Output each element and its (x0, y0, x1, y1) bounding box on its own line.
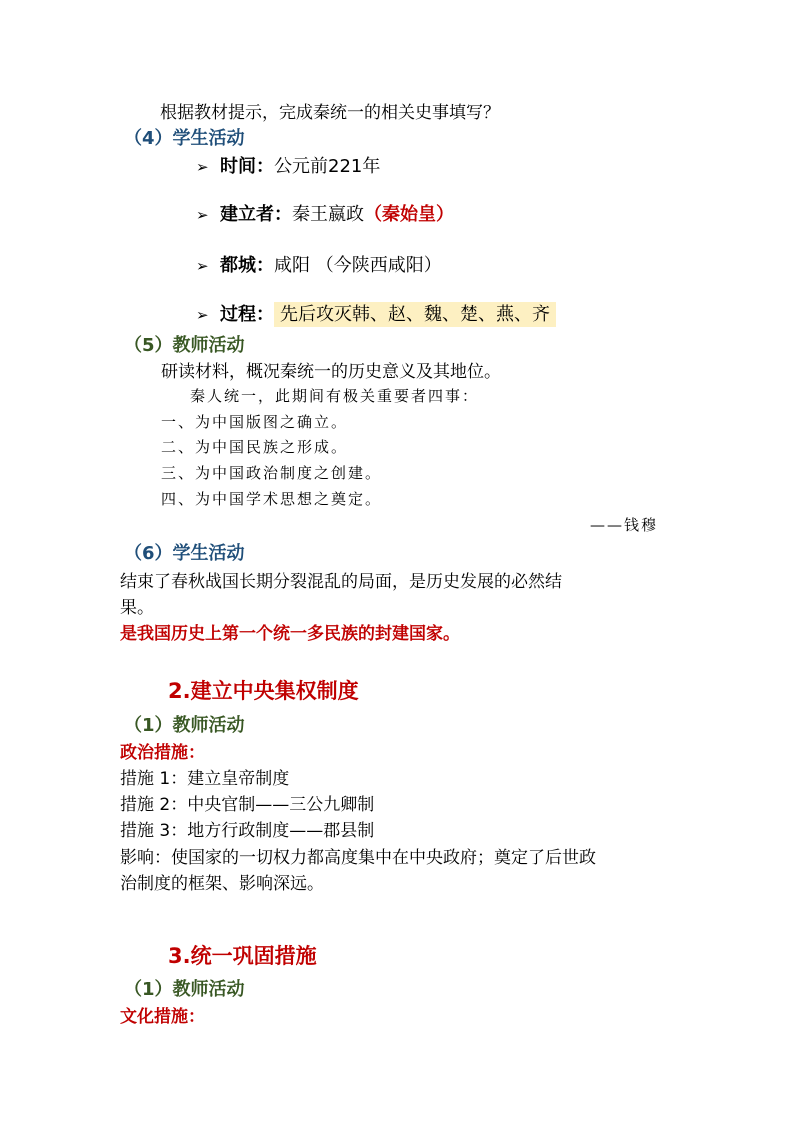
arrow-bullet-icon: ➢ (196, 206, 209, 224)
capital-value: 咸阳 （今陕西咸阳） (274, 255, 442, 276)
founder-title: （秦始皇） (364, 204, 454, 225)
measure-item: 措施 1：建立皇帝制度 (120, 769, 290, 789)
quote-line: 二、为中国民族之形成。 (161, 438, 349, 456)
act6-line2: 果。 (120, 598, 154, 618)
arrow-bullet-icon: ➢ (196, 158, 209, 176)
bullet-capital (196, 251, 442, 277)
measure-item: 措施 3：地方行政制度——郡县制 (120, 821, 375, 841)
section2-title: 2.建立中央集权制度 (168, 679, 359, 703)
time-label: 时间： (220, 156, 274, 177)
section3-activity: （1）教师活动 (124, 979, 245, 1000)
act5-title: （5）教师活动 (124, 335, 245, 356)
arrow-bullet-icon: ➢ (196, 257, 209, 275)
process-label: 过程： (220, 304, 274, 325)
impact-line2: 治制度的框架、影响深远。 (120, 874, 324, 894)
section3-title: 3.统一巩固措施 (168, 944, 317, 968)
bullet-time (196, 152, 380, 178)
capital-label: 都城： (220, 255, 274, 276)
bullet-founder (196, 200, 454, 226)
act6-line3: 是我国历史上第一个统一多民族的封建国家。 (120, 624, 460, 644)
quote-intro: 秦人统一，此期间有极关重要者四事： (190, 387, 480, 405)
measure-item: 措施 2：中央官制——三公九卿制 (120, 795, 375, 815)
quote-author: ——钱穆 (590, 516, 659, 534)
quote-line: 三、为中国政治制度之创建。 (161, 464, 383, 482)
act5-instruction: 研读材料，概况秦统一的历史意义及其地位。 (161, 362, 501, 382)
time-value: 公元前221年 (274, 156, 381, 177)
section2-activity: （1）教师活动 (124, 715, 245, 736)
intro-text: 根据教材提示，完成秦统一的相关史事填写？ (160, 103, 500, 123)
political-measures-label: 政治措施： (120, 743, 205, 763)
act6-title: （6）学生活动 (124, 543, 245, 564)
quote-line: 四、为中国学术思想之奠定。 (161, 490, 383, 508)
act6-line1: 结束了春秋战国长期分裂混乱的局面，是历史发展的必然结 (120, 572, 562, 592)
founder-value: 秦王嬴政 (292, 204, 364, 225)
quote-line: 一、为中国版图之确立。 (161, 413, 349, 431)
bullet-process (196, 300, 556, 326)
process-value: 先后攻灭韩、赵、魏、楚、燕、齐 (274, 302, 556, 327)
impact-line1: 影响：使国家的一切权力都高度集中在中央政府；奠定了后世政 (120, 848, 596, 868)
arrow-bullet-icon: ➢ (196, 306, 209, 324)
act4-title: （4）学生活动 (124, 128, 245, 149)
cultural-measures-label: 文化措施： (120, 1007, 205, 1027)
founder-label: 建立者： (220, 204, 292, 225)
